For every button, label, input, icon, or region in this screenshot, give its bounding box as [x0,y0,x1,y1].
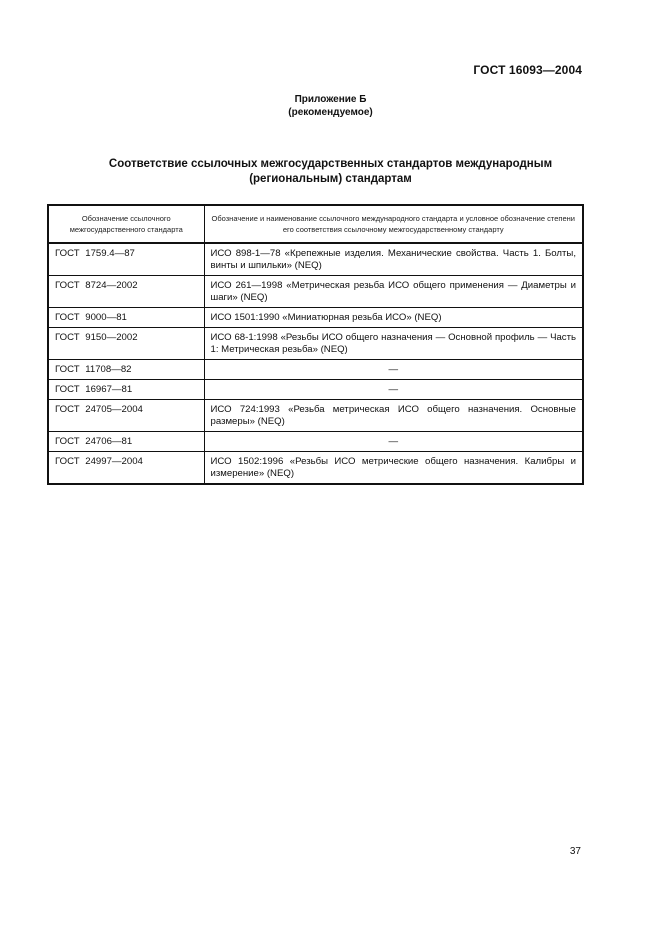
table-row [48,452,583,485]
gost-cell: ГОСТ 9000—81 [48,308,204,328]
gost-cell: ГОСТ 24705—2004 [48,400,204,432]
gost-cell: ГОСТ 16967—81 [48,380,204,400]
column-header-iso: Обозначение и наименование ссылочного международного стандарта и условное обозначение степени его соответствия ссылочному межгосударственному стандарту [204,205,583,243]
appendix-label: Приложение Б [294,94,367,105]
gost-cell: ГОСТ 1759.4—87 [48,243,204,276]
iso-cell: — [204,380,583,400]
gost-cell: ГОСТ 9150—2002 [48,328,204,360]
iso-cell: — [204,432,583,452]
gost-cell: ГОСТ 8724—2002 [48,276,204,308]
table-row [48,360,583,380]
table-row [48,276,583,308]
page-number: 37 [569,846,581,857]
iso-cell: ИСО 1502:1996 «Резьбы ИСО метрические общего назначения. Калибры и измерение» (NEQ) [204,452,583,485]
gost-cell: ГОСТ 11708—82 [48,360,204,380]
title-line-2: (региональным) стандартам [249,173,412,185]
title-line-1: Соответствие ссылочных межгосударственных стандартов международным [108,158,553,170]
document-code: ГОСТ 16093—2004 [473,63,582,77]
table-row [48,432,583,452]
table-row [48,400,583,432]
iso-cell: ИСО 898-1—78 «Крепежные изделия. Механические свойства. Часть 1. Болты, винты и шпильки» (NEQ) [204,243,583,276]
appendix-heading [0,93,661,119]
table-row [48,308,583,328]
iso-cell: ИСО 68-1:1998 «Резьбы ИСО общего назначения — Основной профиль — Часть 1: Метрическая резьба» (NEQ) [204,328,583,360]
page-title [0,157,661,187]
gost-cell: ГОСТ 24997—2004 [48,452,204,485]
iso-cell: ИСО 261—1998 «Метрическая резьба ИСО общего применения — Диаметры и шаги» (NEQ) [204,276,583,308]
table-row [48,243,583,276]
standards-correspondence-table [47,204,584,485]
iso-cell: — [204,360,583,380]
column-header-gost: Обозначение ссылочного межгосударственного стандарта [48,205,204,243]
iso-cell: ИСО 724:1993 «Резьба метрическая ИСО общего назначения. Основные размеры» (NEQ) [204,400,583,432]
iso-cell: ИСО 1501:1990 «Миниатюрная резьба ИСО» (NEQ) [204,308,583,328]
gost-cell: ГОСТ 24706—81 [48,432,204,452]
appendix-status: (рекомендуемое) [288,107,373,118]
table-header-row [48,205,583,243]
table-row [48,380,583,400]
table-row [48,328,583,360]
